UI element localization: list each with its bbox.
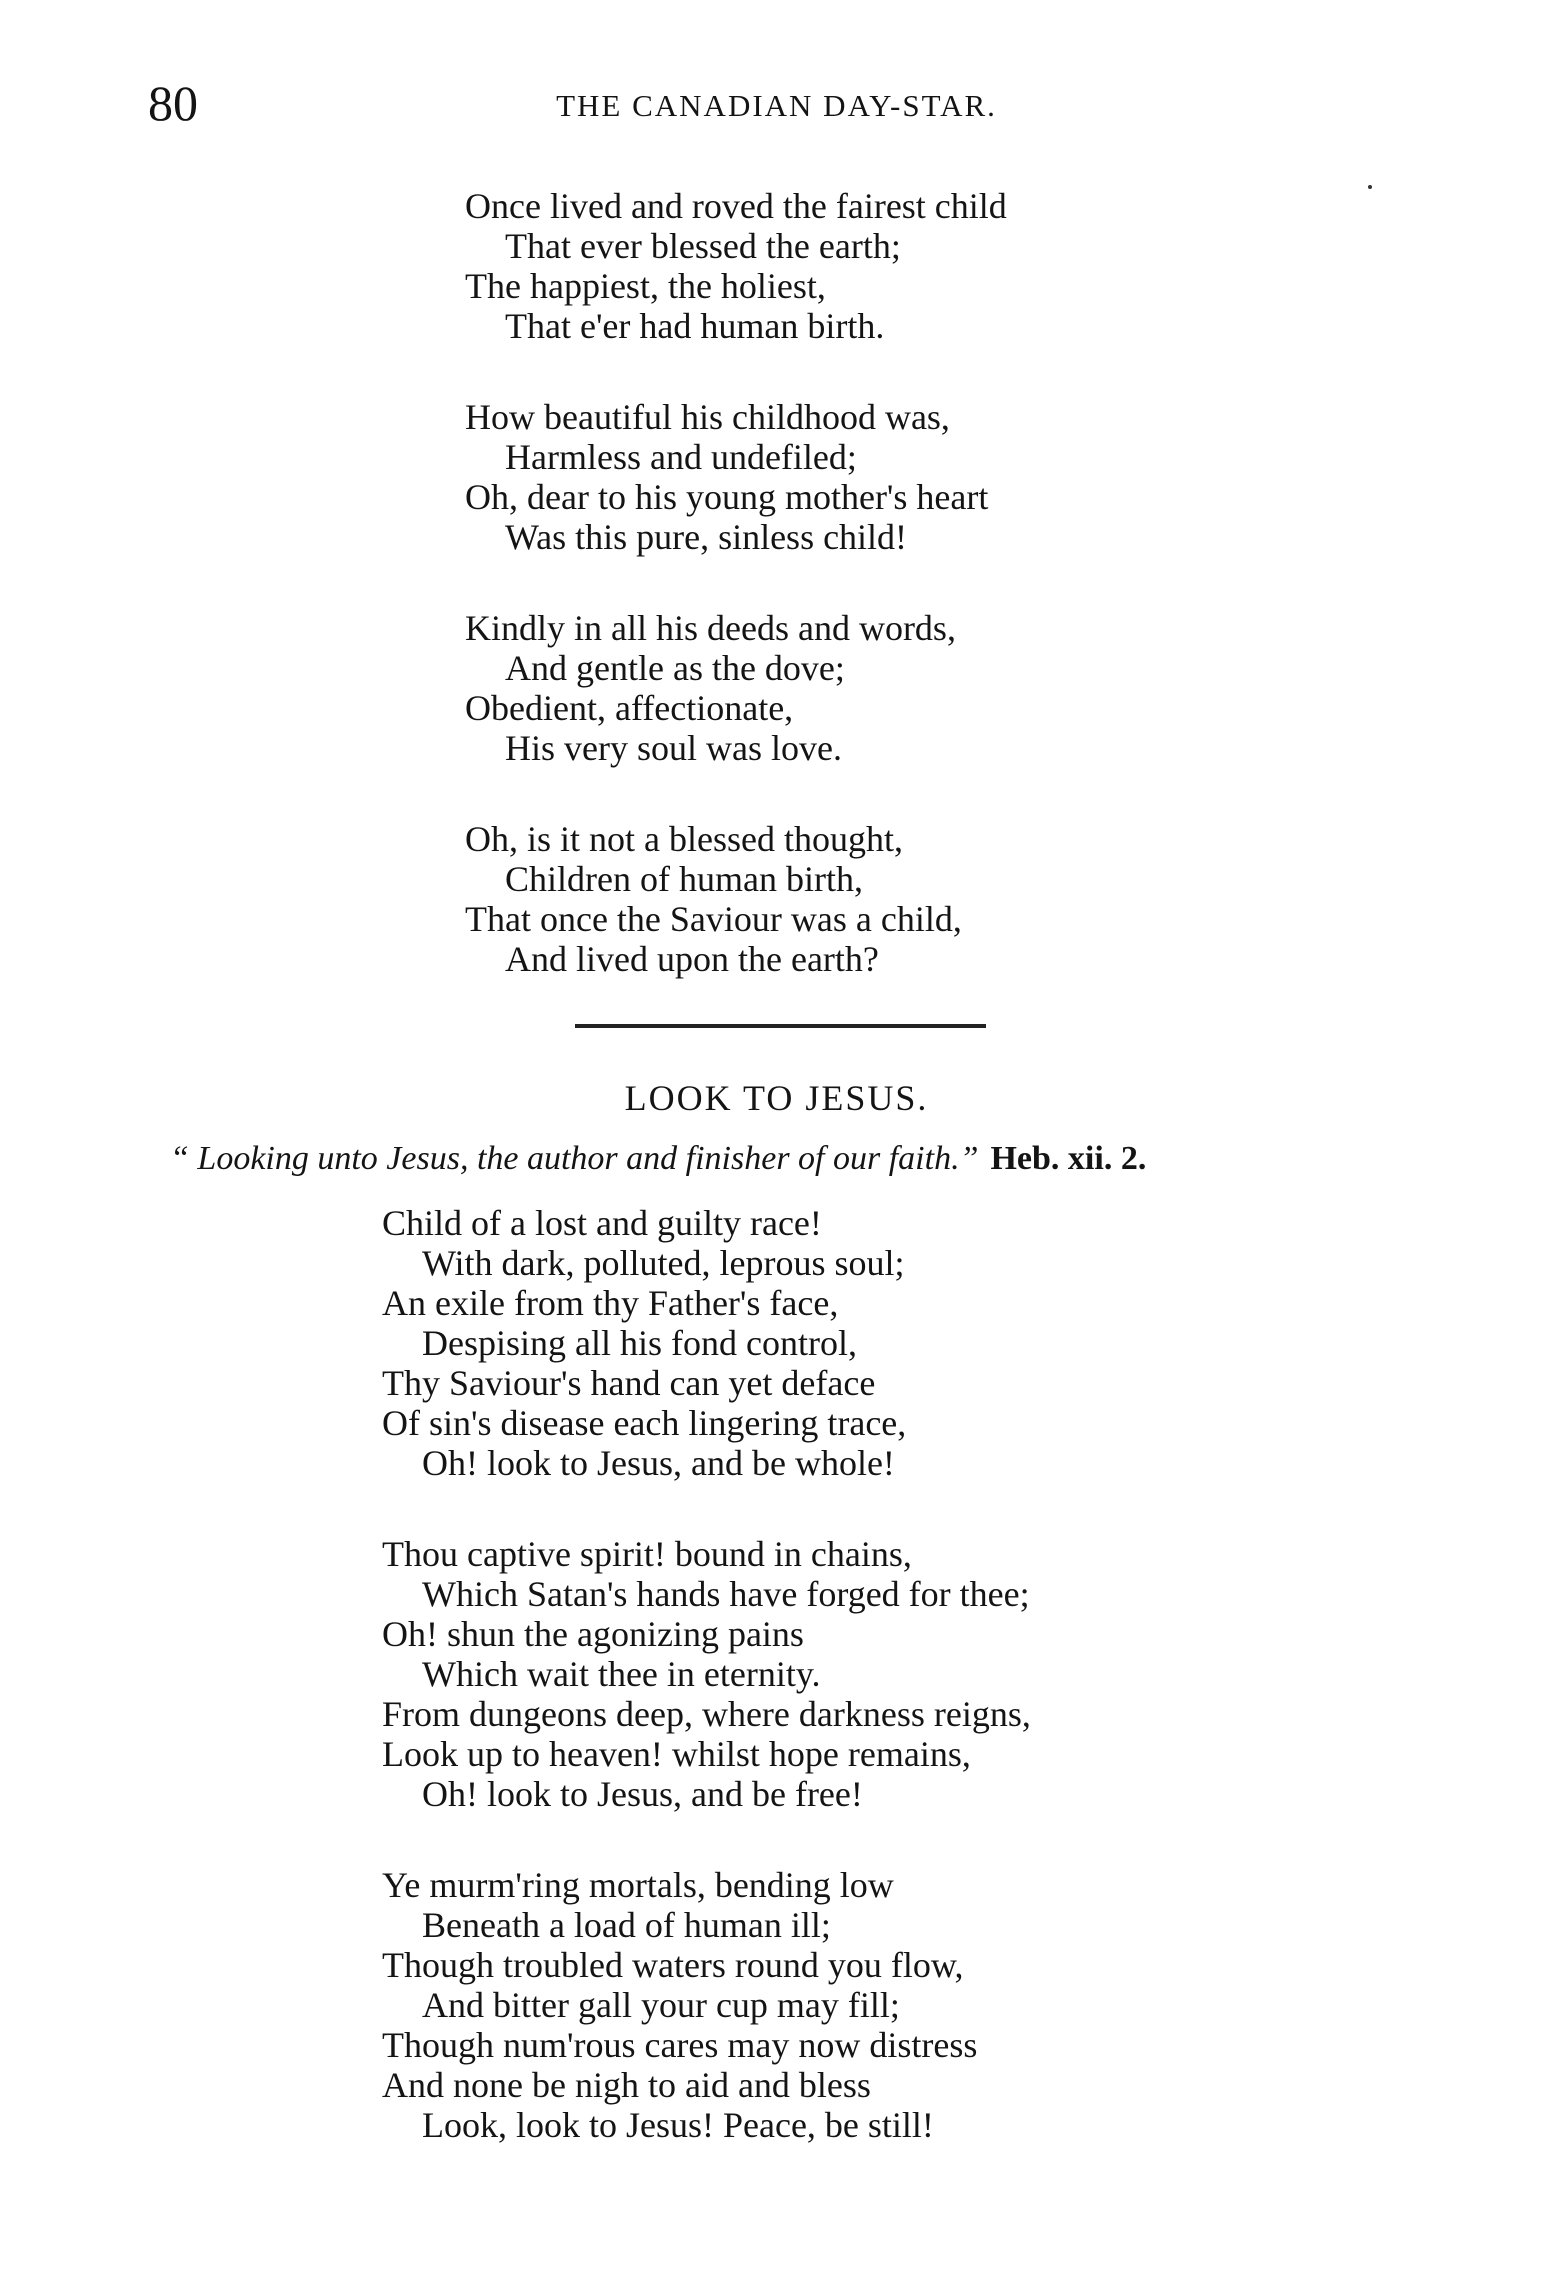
verse-line: Oh, dear to his young mother's heart [465,477,989,517]
verse-line: And gentle as the dove; [505,648,845,688]
stanza [382,1865,1031,2145]
page-number: 80 [148,75,198,131]
verse-line: And none be nigh to aid and bless [382,2065,871,2105]
verse-line: Thou captive spirit! bound in chains, [382,1534,912,1574]
verse-line: And lived upon the earth? [505,939,879,979]
epigraph [170,1142,1146,1176]
verse-line: Obedient, affectionate, [465,688,794,728]
verse-line: Children of human birth, [505,859,863,899]
stanza [465,397,1007,557]
stanza [465,186,1007,346]
verse-line: Child of a lost and guilty race! [382,1203,822,1243]
verse-line: Beneath a load of human ill; [422,1905,831,1945]
verse-line: Which Satan's hands have forged for thee; [422,1574,1030,1614]
stanza [465,819,1007,979]
verse-line: Thy Saviour's hand can yet deface [382,1363,876,1403]
verse-line: With dark, polluted, leprous soul; [422,1243,905,1283]
section-divider [575,1024,986,1028]
poem-two [382,1203,1031,2145]
scripture-reference: Heb. xii. 2. [990,1140,1147,1177]
poem-title: LOOK TO JESUS. [624,1078,929,1118]
verse-line: Oh! look to Jesus, and be whole! [422,1443,895,1483]
verse-line: Once lived and roved the fairest child [465,186,1007,226]
stanza [382,1534,1031,1814]
verse-line: The happiest, the holiest, [465,266,826,306]
print-speck [1368,185,1372,189]
verse-line: How beautiful his childhood was, [465,397,950,437]
verse-line: Was this pure, sinless child! [505,517,908,557]
verse-line: Oh! shun the agonizing pains [382,1614,804,1654]
epigraph-quote: “ Looking unto Jesus, the author and finisher of our faith.” [170,1140,979,1177]
running-head: THE CANADIAN DAY-STAR. [556,88,997,123]
stanza [382,1203,1031,1483]
verse-line: That e'er had human birth. [505,306,885,346]
verse-line: Kindly in all his deeds and words, [465,608,956,648]
verse-line: Oh! look to Jesus, and be free! [422,1774,863,1814]
verse-line: And bitter gall your cup may fill; [422,1985,900,2025]
poem-one [465,186,1007,979]
verse-line: An exile from thy Father's face, [382,1283,839,1323]
verse-line: From dungeons deep, where darkness reigns, [382,1694,1031,1734]
stanza [465,608,1007,768]
verse-line: Harmless and undefiled; [505,437,857,477]
verse-line: Oh, is it not a blessed thought, [465,819,903,859]
verse-line: Ye murm'ring mortals, bending low [382,1865,894,1905]
verse-line: Though troubled waters round you flow, [382,1945,964,1985]
verse-line: Look up to heaven! whilst hope remains, [382,1734,971,1774]
verse-line: Look, look to Jesus! Peace, be still! [422,2105,934,2145]
verse-line: That ever blessed the earth; [505,226,901,266]
verse-line: Despising all his fond control, [422,1323,857,1363]
verse-line: Of sin's disease each lingering trace, [382,1403,907,1443]
verse-line: Though num'rous cares may now distress [382,2025,978,2065]
verse-line: That once the Saviour was a child, [465,899,962,939]
verse-line: His very soul was love. [505,728,842,768]
verse-line: Which wait thee in eternity. [422,1654,821,1694]
